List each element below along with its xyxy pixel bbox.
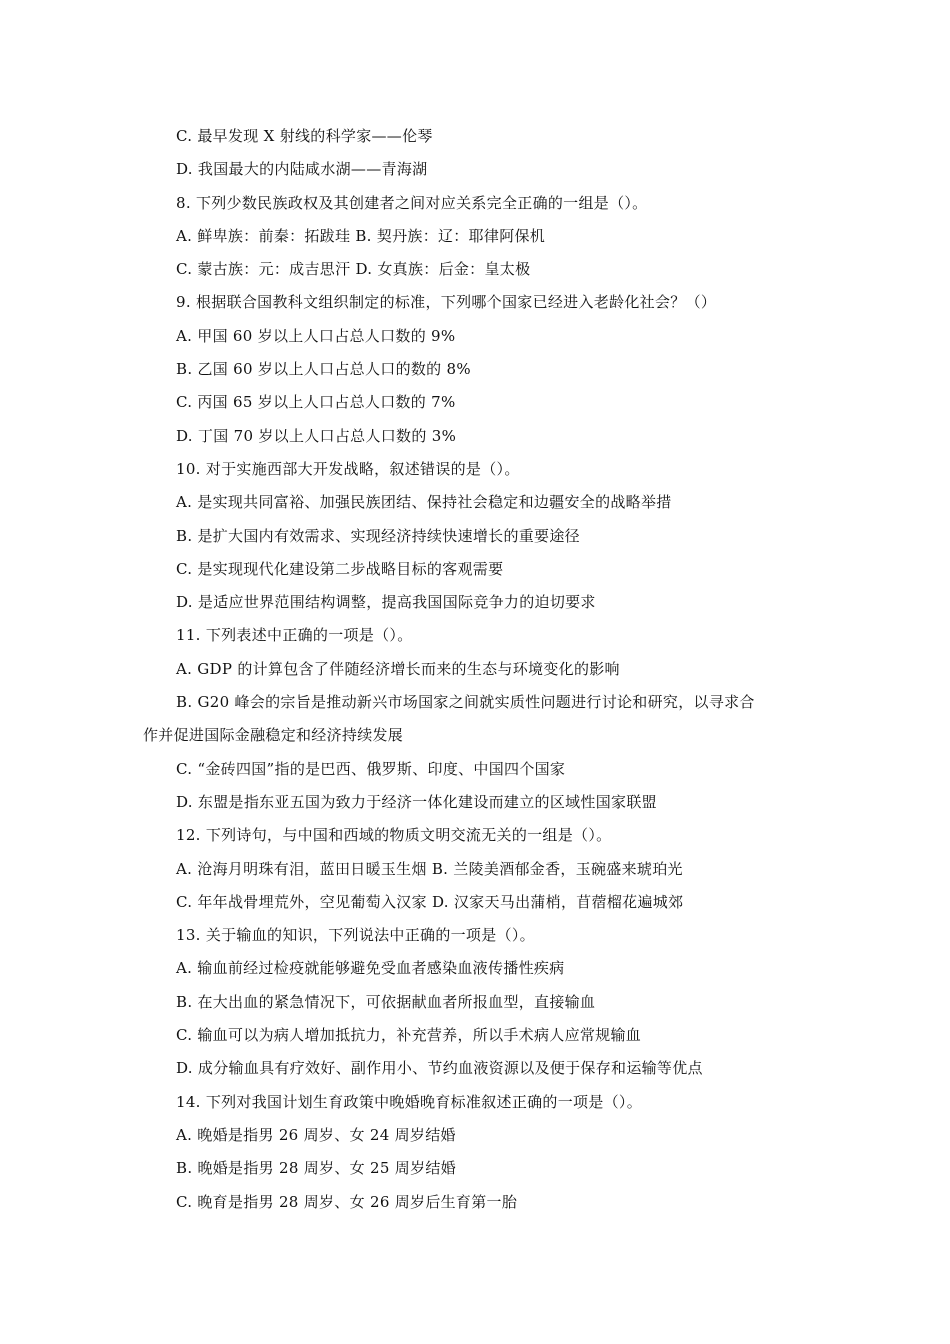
option-line: A. GDP 的计算包含了伴随经济增长而来的生态与环境变化的影响 [176,659,620,678]
question-line: 11. 下列表述中正确的一项是（）。 [176,626,413,645]
option-line: C. 年年战骨埋荒外，空见葡萄入汉家 D. 汉家天马出蒲梢，苜蓿榴花遍城郊 [176,892,684,911]
option-line: A. 输血前经过检疫就能够避免受血者感染血液传播性疾病 [176,959,565,978]
exam-text-body [0,124,950,1223]
option-line: A. 鲜卑族：前秦：拓跋珪 B. 契丹族：辽：耶律阿保机 [176,226,546,245]
option-line: C. 丙国 65 岁以上人口占总人口数的 7% [176,393,456,412]
option-line: A. 沧海月明珠有泪，蓝田日暖玉生烟 B. 兰陵美酒郁金香，玉碗盛来琥珀光 [176,859,683,878]
option-line: C. “金砖四国”指的是巴西、俄罗斯、印度、中国四个国家 [176,759,566,778]
option-line: B. 是扩大国内有效需求、实现经济持续快速增长的重要途径 [176,526,580,545]
option-line: B. 晚婚是指男 28 周岁、女 25 周岁结婚 [176,1159,457,1178]
option-line: D. 是适应世界范围结构调整，提高我国国际竞争力的迫切要求 [176,593,596,612]
option-line: A. 晚婚是指男 26 周岁、女 24 周岁结婚 [176,1125,456,1144]
option-line: C. 最早发现 X 射线的科学家——伦琴 [176,127,433,145]
continuation-line: 作并促进国际金融稳定和经济持续发展 [143,726,404,745]
option-line: B. G20 峰会的宗旨是推动新兴市场国家之间就实质性问题进行讨论和研究，以寻求合 [176,693,755,712]
question-line: 13. 关于输血的知识，下列说法中正确的一项是（）。 [176,926,535,945]
option-line: C. 是实现现代化建设第二步战略目标的客观需要 [176,559,504,578]
question-line: 10. 对于实施西部大开发战略，叙述错误的是（）。 [176,459,520,478]
option-line: C. 输血可以为病人增加抵抗力，补充营养，所以手术病人应常规输血 [176,1026,642,1045]
option-line: A. 甲国 60 岁以上人口占总人口数的 9% [176,326,456,345]
question-line: 8. 下列少数民族政权及其创建者之间对应关系完全正确的一组是（）。 [176,193,648,212]
option-line: D. 丁国 70 岁以上人口占总人口数的 3% [176,426,457,445]
option-line: B. 在大出血的紧急情况下，可依据献血者所报血型，直接输血 [176,992,596,1011]
option-line: C. 蒙古族：元：成吉思汗 D. 女真族：后金：皇太极 [176,260,531,279]
option-line: C. 晚育是指男 28 周岁、女 26 周岁后生育第一胎 [176,1192,518,1211]
option-line: D. 东盟是指东亚五国为致力于经济一体化建设而建立的区域性国家联盟 [176,792,657,811]
question-line: 14. 下列对我国计划生育政策中晚婚晚育标准叙述正确的一项是（）。 [176,1092,643,1111]
option-line: A. 是实现共同富裕、加强民族团结、保持社会稳定和边疆安全的战略举措 [176,493,672,512]
option-line: D. 我国最大的内陆咸水湖——青海湖 [176,160,428,179]
question-line: 9. 根据联合国教科文组织制定的标准，下列哪个国家已经进入老龄化社会？（） [176,293,717,312]
option-line: B. 乙国 60 岁以上人口占总人口的数的 8% [176,360,471,379]
question-line: 12. 下列诗句，与中国和西域的物质文明交流无关的一组是（）。 [176,826,612,845]
option-line: D. 成分输血具有疗效好、副作用小、节约血液资源以及便于保存和运输等优点 [176,1059,703,1078]
